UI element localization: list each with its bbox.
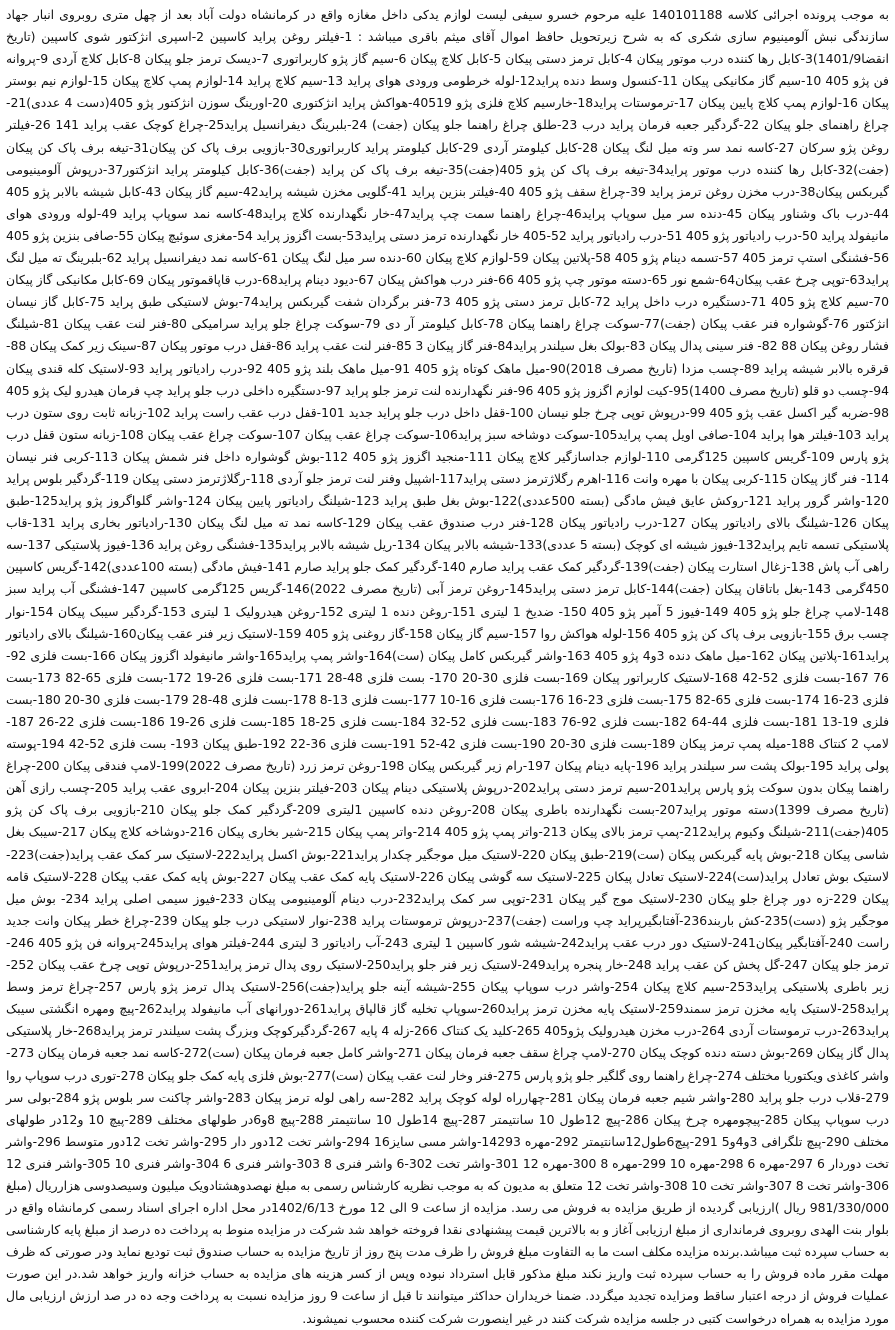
notice-body-text: به موجب پرونده اجرائی کلاسه 140101188 علیه مرحوم خسرو سیفی لیست لوازم یدکی داخل مغازه واقع در کرمانشاه دولت آباد بعد از چهل متری روبروی انبار جهاد سازندگی نبش آلومینیوم سازی شکری که به شرح زیرتحویل حافظ اموال آقای میثم باقری میباشد : 1-فیلتر روغن پراید کاسپین 2-اسپری انژکتور شوی کاسپین (تاریخ انقضا1401/9)3-کابل رها کننده درب موتور پیکان 4-کابل ترمز دستی پیکان 5-کابل کلاچ پیکان 6-سیم گاز پژو کاربراتوری 7-دیسک ترمز جلو پیکان 8-کابل کلاچ آردی 9-پروانه فن پژو 405 10-سیم گاز مکانیکی پیکان 11-کنسول وسط دنده پراید12-لوله خرطومی ورودی هوای پراید 13-سیم کلاچ پراید 14-لوازم پمپ کلاچ پیکان 15-لوازم نیم بوستر پیکان 16-لوازم پمپ کلاچ پایین پیکان 17-ترموستات پراید18-خارسیم کلاچ فلزی پژو 40519-هواکش پراید انژکتوری 20-اورینگ سوزن انژکتور پژو 405(دست 4 عددی)21-چراغ راهنمای جلو پیکان 22-گردگیر جعبه فرمان پراید درب 23-طلق چراغ راهنما جلو پیکان (جفت) 24-بلبرینگ دیفرانسیل پراید25-چراغ کوچک عقب پراید 141 26-فیلتر روغن پژو سرکان 27-کاسه نمد سر وته میل لنگ پیکان 28-کابل کیلومتر آردی 29-کابل کیلومتر پراید کاربراتوری30-بازویی برف پاک کن پیکان31-تیغه برف پاک کن پیکان (جفت)32-کابل رها کننده درب موتور پراید34-تیغه برف پاک کن پژو 405(جفت)35-تیغه برف پاک کن پراید (جفت)36-کابل کیلومتر پراید انژکتور37-درپوش آلومینیومی گیربکس پیکان38-درب مخزن روغن ترمز پراید 39-چراغ سقف پژو 405 40-فیلتر بنزین پراید 41-گلویی مخزن شیشه پراید42-سیم گاز پیکان 43-کابل شیشه بالابر پژو 405 44-درب باک وشناور پیکان 45-دنده سر میل سوپاپ پراید46-چراغ راهنما سمت چپ پراید47-خار نگهدارنده کلاچ پراید48-کاسه نمد سوپاپ پراید 49-لوله ورودی هوای مانیفولد پراید 50-درب رادیاتور پژو 405 51-درب رادیاتور پراید 52-405 خار نگهدارنده ترمز دستی پراید53-بست اگزوز پراید 54-مغزی سوئیچ پیکان 55-صافی بنزین پژو 405 56-فشنگی استپ ترمز 405 57-تسمه دینام پژو 405 58-پلاتین پیکان 59-لوازم کلاچ پیکان 60-دنده سر میل لنگ پیکان 61-کاسه نمد دیفرانسیل پراید 62-بلبرینگ ته میل لنگ پراید63-توپی چرخ عقب پیکان64-شمع نور 65-دسته موتور چپ پژو 405 66-فنر درب هواکش پیکان 67-دیود دینام پراید68-درب قاپاقموتور پیکان 69-کابل مکانیکی گاز پیکان 70-سیم کلاچ پژو 405 71-دستگیره درب داخل پراید 72-کابل ترمز دستی پژو 405 73-فنر برگردان شفت گیربکس پراید74-بوش لاستیکی طبق پراید 75-کابل گاز نیسان انژکتور 76-گوشواره فنر عقب پیکان (جفت)77-سوکت چراغ راهنما پیکان 78-کابل کیلومتر آر دی 79-سوکت چراغ جلو پراید سرامیکی 80-فنر لنت عقب پیکان 81-شیلنگ فشار روغن پیکان 88 82- فنر سینی پدال پیکان 83-بولک بغل سیلندر پراید84-فنر گاز پیکان 3 85-فنر لنت عقب پراید 86-قفل درب موتور پیکان 87-سینک زیر کمک پیکان 88-قرقره بالابر شیشه پراید 89-چسب مزدا (تاریخ مصرف 2018)90-میل ماهک کوتاه پژو 405 91-میل ماهک بلند پژو 405 92-درب رادیاتور پراید 93-لاستیک کله قندی پیکان 94-چسب دو قلو (تاریخ مصرف 1400)95-کیت لوازم اگزوز پژو 405 96-فنر نگهدارنده لنت ترمز جلو پراید 97-دستگیره داخلی درب جلو پراید چپ فرمان هیدرو لیک پژو 405 98-ضربه گیر اکسل عقب پژو 405 99-درپوش توپی چرخ جلو نیسان 100-قفل داخل درب جلو پراید جدید 101-قفل درب عقب راست پراید 102-زبانه ثابت روی ستون درب پراید 103-فیلتر هوا پراید 104-صافی اویل پمپ پراید105-سوکت دوشاخه سبز پراید106-سوکت چراغ عقب پیکان 107-سوکت چراغ عقب پیکان 108-زبانه ستون قفل درب پژو پارس 109-گریس کاسپین 125گرمی 110-لوازم جداسازگیر کلاچ پیکان 111-منجید اگزوز پژو 405 112-بوش گوشواره داخل فنر شمش پیکان 113-کربی فنر نیسان 114- فنر گاز پیکان 115-کربی پیکان با مهره وانت 116-اهرم رگلاژترمز دستی پراید117-اشپیل وفنر لنت ترمز جلو آردی 118-رگلاژترمز دستی پیکان 119-گردگیر بلوس پراید 120-واشر گرور پراید 121-روکش عایق فیش مادگی (بسته 500عددی)122-بوش بغل طبق پراید 123-شیلنگ رادیاتور پایین پیکان 124-واشر گلواگروز پژو پراید125-طبق پیکان 126-شیلنگ بالای رادیاتور پیکان 127-درب رادیاتور پیکان 128-فنر درب صندوق عقب پیکان 129-کاسه نمد ته میل لنگ پیکان 130-رادیاتور بخاری پراید 131-قاب پلاستیکی تسمه تایم پراید132-فیوز شیشه ای کوچک (بسته 5 عددی)133-شیشه بالابر پیکان 134-ریل شیشه بالابر پراید135-فشنگی روغن پراید 136-فیوز پلاستیکی 137-سه راهی آب پاش 138-زغال استارت پیکان (جفت)139-گردگیر کمک عقب پراید صارم 140-گردگیر کمک جلو پراید صارم 141-فیش مادگی (بسته 100عددی)142-گریس کاسپین 450گرمی 143-بغل باتاقان پیکان (جفت)144-کابل ترمز دستی پراید145-روغن ترمز آبی (تاریخ مصرف 2022)146-گریس 125گرمی کاسپین 147-فشنگی آب پراید سبز 148-لامپ چراغ جلو پژو 405 149-فیوز 5 آمپر پژو 405 150- ضدیخ 1 لیتری 151-روغن دنده 1 لیتری 152-روغن هیدرولیک 1 لیتری 153-گردگیر سیبک پیکان 154-نوار چسب برق 155-بازویی برف پاک کن پژو 405 156-لوله هواکش روا 157-سیم گاز پیکان 158-گاز روغنی پژو 405 159-لاستیک زیر فنر عقب پیکان160-شیلنگ بالای رادیاتور پراید161-پلاتین پیکان 162-میل ماهک دنده 3و4 پژو 405 163-واشر گیربکس کامل پیکان (ست)164-واشر پمپ پراید165-واشر مانیفولد اگزوز پیکان 166-بست فلزی 92-76 167-بست فلزی 52-42 168-لاستیک کاربراتور پیکان 169-بست فلزی 30-20 170- بست فلزی 48-28 171-بست فلزی 26-19 172-بست فلزی 65-82 173-بست فلزی 23-16 174-بست فلزی 65-82 175-بست فلزی 23-16 176-بست فلزی 16-10 177-بست فلزی 13-8 178-بست فلزی 48-28 179-بست فلزی 30-20 180-بست فلزی 19-13 181-بست فلزی 44-64 182-بست فلزی 92-76 183-بست فلزی 52-32 184-بست فلزی 25-18 185-بست فلزی 26-19 186-بست فلزی 22-26 187-لامپ 2 کنتاک 188-میله پمپ ترمز پیکان 189-بست فلزی 30-20 190-بست فلزی 42-52 191-بست فلزی 36-22 192-طبق پیکان 193- بست فلزی 52-42 194-پوسته پولی پراید 195-بولک پشت سر سیلندر پراید 196-پایه دینام پیکان 197-رام زیر گیربکس پیکان 198-روغن ترمز زرد (تاریخ مصرف 2022)199-لامپ فندقی پیکان 200-چراغ راهنما پیکان بدون سوکت پژو پارس پراید201-سیم ترمز دستی پراید202-درپوش پلاستیکی دینام پیکان 203-فیلتر بنزین پیکان 204-ابروی عقب پراید 205-چسب رازی آهن (تاریخ مصرف 1399)دسته موتور پراید207-بست نگهدارنده باطری پیکان 208-روغن دنده کاسپین 1لیتری 209-گردگیر کمک جلو پیکان 210-بازویی برف پاک کن پژو 405(جفت)211-شیلنگ وکیوم پراید212-پمپ ترمز بالای پیکان 213-واتر پمپ پژو 405 214-واتر پمپ پیکان 215-شیر بخاری پیکان 216-دوشاخه کلاچ پیکان 217-سیبک بغل شاسی پیکان 218-بوش پایه گیربکس پیکان (ست)219-طبق پیکان 220-لاستیک میل موجگیر چکدار پراید221-بوش اکسل پراید222-لاستیک سر کمک عقب پراید(جفت)223-لاستیک بوش تعادل پراید(ست)224-لاستیک تعادل پیکان 225-لاستیک سه گوشی پیکان 226-لاستیک پایه کمک عقب پیکان 227-بوش پایه کمک عقب پیکان 228-لاستیک قامه پیکان 229-زه دور چراغ جلو پیکان 230-لاستیک موج گیر پیکان 231-توپی سر کمک پراید232-درب دینام آلومینیومی پیکان 233-فیوز سیمی اصلی پراید 234- بوش میل موجگیر پژو (دست)235-کش باربند236-آفتابگیرپراید چپ وراست (جفت)237-درپوش ترموستات پراید 238-نوار لاستیکی درب جلو پیکان 239-چراغ خطر پیکان وانت جدید راست 240-آفتابگیر پیکان241-لاستیک دور درب عقب پراید242-شیشه شور کاسپین 1 لیتری 243-آب رادیاتور 3 لیتری 244-فیلتر هوای پراید245-پروانه فن پژو 405 246-ترمز جلو پیکان 247-گل پخش کن عقب پراید 248-خار پنجره پراید249-لاستیک زیر فنر جلو پراید250-لاستیک روی پدال ترمز پراید251-درپوش توپی چرخ عقب پیکان 252-زیر باطری پلاستیکی پراید253-سیم کلاچ پیکان 254-واشر درب سوپاپ پیکان 255-شیشه آینه جلو پراید(جفت)256-لاستیک پدال ترمز پژو پارس 257-چراغ ترمز وسط پراید258-لاستیک پایه مخزن ترمز سمند259-لاستیک پایه مخزن ترمز پراید260-سوپاپ تخلیه گاز قالپاق پراید261-دورانهای آب مانیفولد پراید262-پیچ ومهره انگشتی سیبک پراید263-درب ترموستات آردی 264-درب مخزن هیدرولیک پژو405 265-کلید یک کنتاک 266-زله 4 پایه 267-گردگیرکوچک وبزرگ پشت سیلندر ترمز پراید268-خار پلاستیکی پدال گاز پیکان 269-بوش دسته دنده کوچک پیکان 270-لامپ چراغ سقف جعبه فرمان پیکان 271-واشر کامل جعبه فرمان پیکان (ست)272-کاسه نمد جعبه فرمان پیکان 273-واشر کاغذی ویکتوریا مختلف 274-چراغ راهنما روی گلگیر جلو پژو پارس 275-فنر وخار لنت عقب پیکان (ست)277-بوش فلزی پایه کمک جلو پیکان 278-توری درب سوپاپ روا 279-قلاب درب جلو پراید 280-واشر شیم جعبه فرمان پیکان 281-چهارراه لوله کوچک پراید 282-سه راهی لوله ترمز پیکان 283-واشر چاکنت سر بلوس پژو 284-بولی سر درب سوپاپ پیکان 285-پیچومهره چرخ پیکان 286-پیچ 12طول 10 سانتیمتر 287-پیچ 14طول 10 سانتیمتر 288-پیچ 8و6در طولهای مختلف 289-پیچ 10 و12در طولهای مختلف 290-پیچ تلگرافی 3و4و5 291-پیچ6طول12سانتیمتر 292-مهره 14293-واشر مسی سایز16 294-واشر تخت 12دور دار 295-واشر تخت 12دور متوسط 296-واشر تخت دوردار 6 297-مهره 6 298-مهره 10 299-مهره 8 300-مهره 12 301-واشر تخت 302-6 واشر فنری 8 303-واشر فنری 6 304-واشر فنری 10 305-واشر فنری 12 306-واشر تخت 8 307-واشر تخت 10 308-واشر تخت 12 متعلق به مدیون که به موجب نظریه کارشناس رسمی به مبلغ نهصدوهشتادویک میلیون وسیصدوسی هزارریال (مبلغ 981/330/000 ریال )ارزیابی گردیده از طریق مزایده به فروش می رسد. مزایده از ساعت 9 الی 12 مورخ 1402/6/13در محل اداره اجرای اسناد رسمی کرمانشاه واقع در بلوار بنت الهدی روبروی فرمانداری از مبلغ ارزیابی آغاز و به بالاترین قیمت پیشنهادی نقدا فروخته خواهد شد شرکت در مزایده منوط به پرداخت ده درصد از مبلغ پایه کارشناسی به حساب سپرده ثبت میباشد.برنده مزایده مکلف است ما به التفاوت مبلغ فروش را ظرف مدت پنج روز از تاریخ مزایده به حساب صندوق ثبت تودیع نماید ودر صورتی که ظرف مهلت مقرر ماده فروش را به حساب سپرده ثبت واریز نکند مبلغ مذکور قابل استرداد نبوده وپس از کسر هزینه های مزایده به حساب خزانه واریز خواهد شد.در این صورت عملیات فروش از درجه اعتبار ساقط ومزایده تجدید میگردد. ضمنا خریداران حداکثر میتوانند تا قبل از ساعت 9 روز مزایده نسبت به پرداخت وجه ده در صد ارزش ارزیابی مال مورد مزایده به همراه درخواست کتبی در جلسه مزایده شرکت کنند در غیر اینصورت شرکت کننده محسوب نمیشوند.: [6, 7, 890, 1326]
